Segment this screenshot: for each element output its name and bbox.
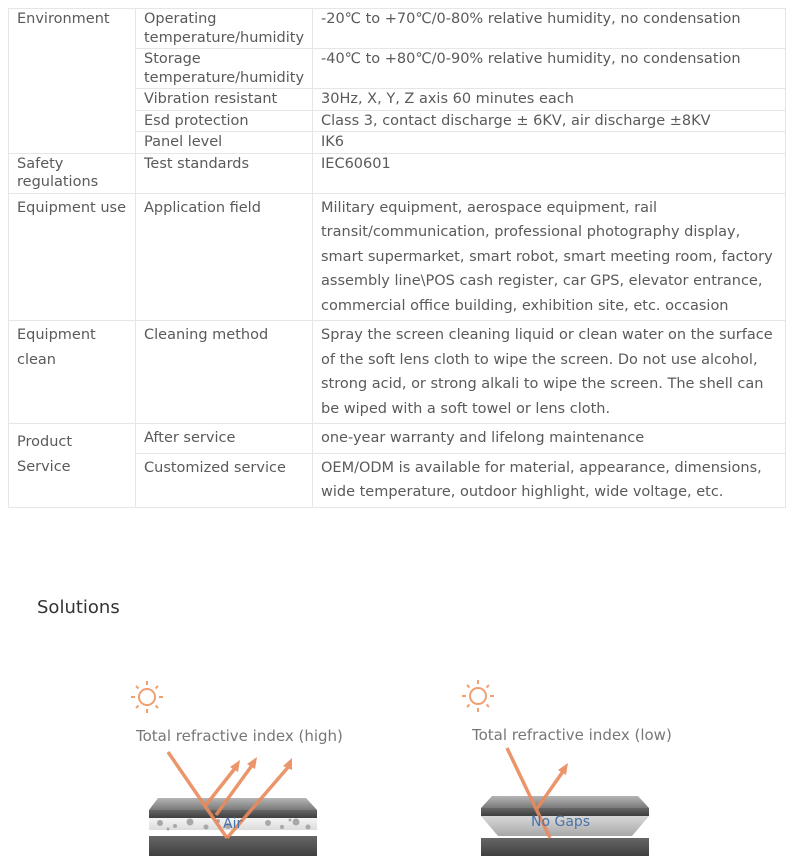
value-cell: OEM/ODM is available for material, appearance, dimensions, wide temperature, outdoor highlight, wide voltage, etc.: [313, 453, 786, 507]
top-glass: [149, 798, 317, 810]
value-cell: one-year warranty and lifelong maintenance: [313, 424, 786, 454]
item-cell: Application field: [136, 193, 313, 321]
item-cell: Customized service: [136, 453, 313, 507]
item-cell: Cleaning method: [136, 321, 313, 424]
bottom-glass: [481, 838, 649, 856]
item-cell: Storage temperature/humidity: [136, 49, 313, 89]
value-cell: Military equipment, aerospace equipment, rail transit/communication, professional photography display, smart supermarket, smart robot, smart meeting room, factory assembly line\POS cash register, car GPS, elevator entrance, commercial office building, exhibition site, etc. occasion: [313, 193, 786, 321]
item-cell: Vibration resistant: [136, 89, 313, 111]
table-row: [9, 9, 786, 49]
sun-icon: [462, 680, 494, 712]
table-row: [9, 193, 786, 321]
solutions-heading: Solutions: [37, 597, 120, 618]
value-cell: IEC60601: [313, 153, 786, 193]
category-cell: Safety regulations: [9, 153, 136, 193]
value-cell: Class 3, contact discharge ± 6KV, air discharge ±8KV: [313, 110, 786, 132]
top-glass: [481, 796, 649, 808]
category-cell: Product Service: [9, 424, 136, 508]
category-cell: Environment: [9, 9, 136, 154]
table-row: [9, 153, 786, 193]
category-cell: Equipment use: [9, 193, 136, 321]
table-row: [9, 424, 786, 454]
item-cell: Esd protection: [136, 110, 313, 132]
value-cell: IK6: [313, 132, 786, 154]
item-cell: After service: [136, 424, 313, 454]
diagram-high-index: [120, 670, 343, 856]
item-cell: Test standards: [136, 153, 313, 193]
diagram-label: Total refractive index (high): [136, 727, 343, 745]
bottom-glass: [149, 836, 317, 856]
sun-icon: [131, 681, 163, 713]
value-cell: -20℃ to +70℃/0-80% relative humidity, no condensation: [313, 9, 786, 49]
layer-label: No Gaps: [531, 814, 591, 830]
item-cell: Panel level: [136, 132, 313, 154]
value-cell: Spray the screen cleaning liquid or clean water on the surface of the soft lens cloth to wipe the screen. Do not use alcohol, strong acid, or strong alkali to wipe the screen. The shell can be wiped with a soft towel or lens cloth.: [313, 321, 786, 424]
value-cell: -40℃ to +80℃/0-90% relative humidity, no condensation: [313, 49, 786, 89]
table-row: [9, 321, 786, 424]
value-cell: 30Hz, X, Y, Z axis 60 minutes each: [313, 89, 786, 111]
diagram-label: Total refractive index (low): [472, 726, 672, 744]
layer-label: Air: [223, 816, 243, 832]
specs-table: [8, 8, 786, 508]
item-cell: Operating temperature/humidity: [136, 9, 313, 49]
diagram-low-index: [452, 670, 672, 856]
category-cell: Equipment clean: [9, 321, 136, 424]
